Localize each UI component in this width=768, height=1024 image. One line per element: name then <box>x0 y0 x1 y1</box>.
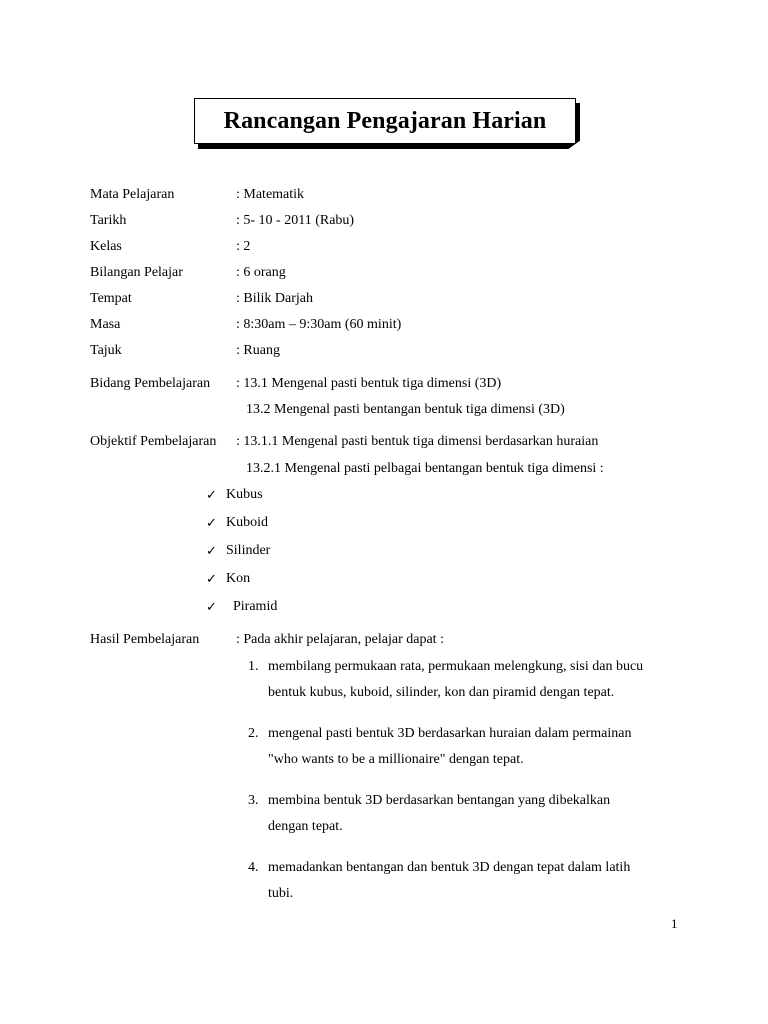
field-label-date: Tarikh <box>90 213 127 228</box>
objective-label: Objektif Pembelajaran <box>90 434 217 449</box>
objective-line-1: : 13.1.1 Mengenal pasti bentuk tiga dimensi berdasarkan huraian <box>236 434 599 449</box>
field-value-place: : Bilik Darjah <box>236 291 313 306</box>
document-title: Rancangan Pengajaran Harian <box>223 107 547 134</box>
shape-item-silinder: Silinder <box>226 543 271 558</box>
outcome-label: Hasil Pembelajaran <box>90 632 200 647</box>
objective-line-2: 13.2.1 Mengenal pasti pelbagai bentangan bentuk tiga dimensi : <box>246 461 604 476</box>
outcome-item-2-line-2: "who wants to be a millionaire" dengan tepat. <box>268 752 524 767</box>
outcome-item-3-line-1: membina bentuk 3D berdasarkan bentangan yang dibekalkan <box>268 793 611 808</box>
outcome-item-1-line-1: membilang permukaan rata, permukaan melengkung, sisi dan bucu <box>268 659 644 674</box>
outcome-item-4-line-1: memadankan bentangan dan bentuk 3D dengan tepat dalam latih <box>268 860 631 875</box>
field-label-students: Bilangan Pelajar <box>90 265 183 280</box>
field-label-class: Kelas <box>90 239 122 254</box>
page-number: 1 <box>671 916 678 931</box>
outcome-item-4-line-2: tubi. <box>268 886 294 901</box>
learning-area-label: Bidang Pembelajaran <box>90 376 211 391</box>
field-label-time: Masa <box>90 317 121 332</box>
field-value-date: : 5- 10 - 2011 (Rabu) <box>236 213 355 228</box>
check-icon: ✓ <box>206 571 217 586</box>
shape-item-kon: Kon <box>226 571 251 586</box>
shape-item-piramid: Piramid <box>233 599 278 614</box>
page-curl-decoration <box>567 140 581 150</box>
outcome-number: 3. <box>248 793 259 808</box>
check-icon: ✓ <box>206 543 217 558</box>
field-value-topic: : Ruang <box>236 343 280 358</box>
field-value-subject: : Matematik <box>236 187 305 202</box>
title-box <box>194 98 576 144</box>
learning-area-line-1: : 13.1 Mengenal pasti bentuk tiga dimensi (3D) <box>236 376 502 391</box>
field-label-place: Tempat <box>90 291 132 306</box>
field-value-class: : 2 <box>236 239 251 254</box>
field-value-time: : 8:30am – 9:30am (60 minit) <box>236 317 402 332</box>
outcome-item-3-line-2: dengan tepat. <box>268 819 343 834</box>
check-icon: ✓ <box>206 515 217 530</box>
shape-item-kuboid: Kuboid <box>226 515 268 530</box>
outcome-number: 4. <box>248 860 259 875</box>
outcome-item-1-line-2: bentuk kubus, kuboid, silinder, kon dan piramid dengan tepat. <box>268 685 615 700</box>
outcome-intro: : Pada akhir pelajaran, pelajar dapat : <box>236 632 444 647</box>
field-label-topic: Tajuk <box>90 343 122 358</box>
learning-area-line-2: 13.2 Mengenal pasti bentangan bentuk tiga dimensi (3D) <box>246 402 565 417</box>
outcome-number: 1. <box>248 659 259 674</box>
check-icon: ✓ <box>206 599 217 614</box>
shape-item-kubus: Kubus <box>226 487 263 502</box>
outcome-number: 2. <box>248 726 259 741</box>
field-value-students: : 6 orang <box>236 265 286 280</box>
check-icon: ✓ <box>206 487 217 502</box>
field-label-subject: Mata Pelajaran <box>90 187 175 202</box>
outcome-item-2-line-1: mengenal pasti bentuk 3D berdasarkan huraian dalam permainan <box>268 726 632 741</box>
